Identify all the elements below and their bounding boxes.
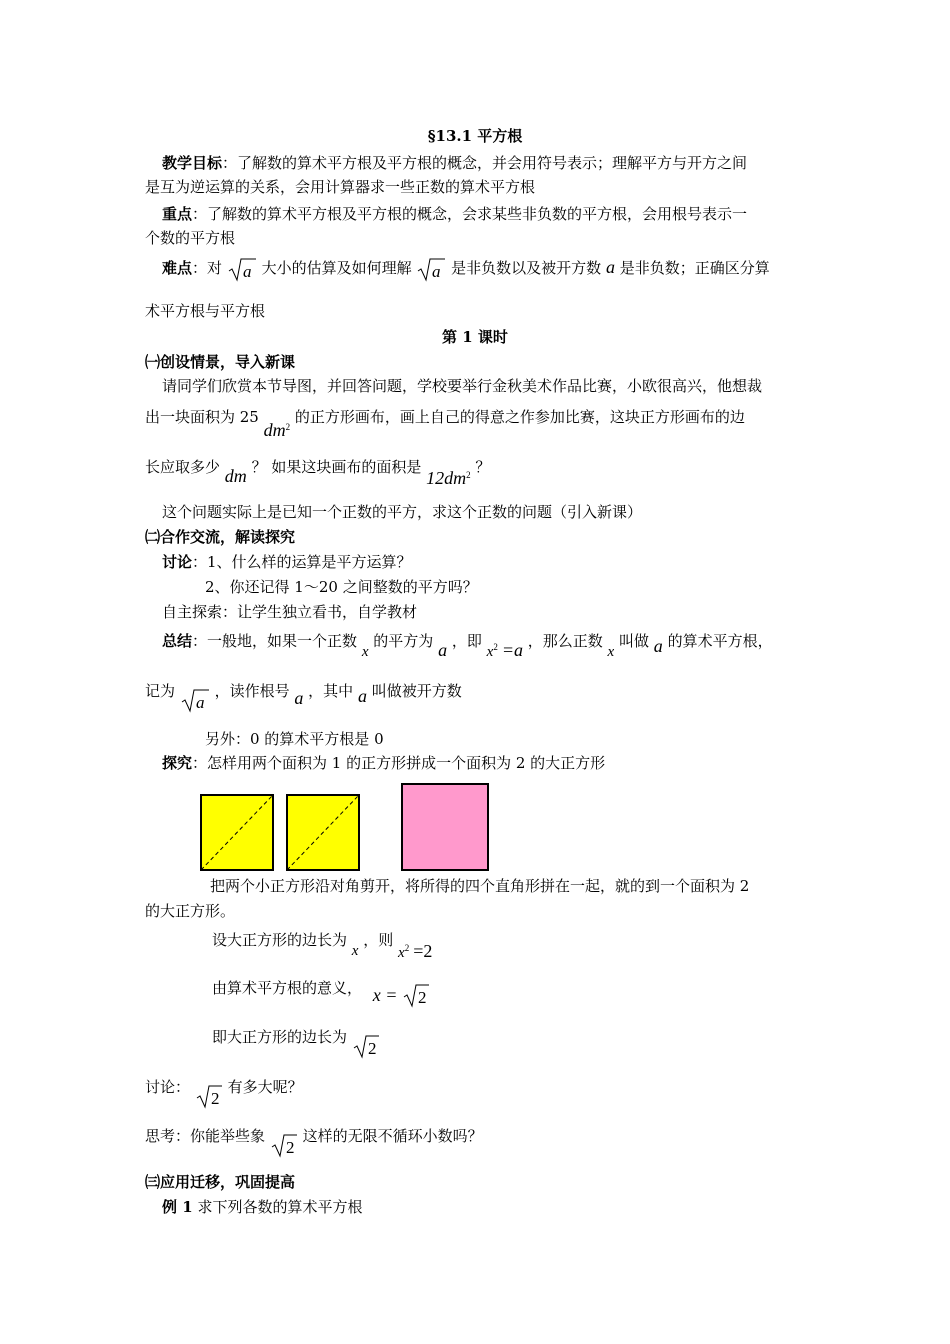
cut-line2: 的大正方形。: [145, 902, 236, 920]
svg-text:2: 2: [210, 1089, 220, 1108]
section1-heading: ㈠创设情景，导入新课: [145, 353, 296, 371]
side-line: 即大正方形的边长为 2: [212, 1025, 380, 1051]
objectives-line2: 是互为逆运算的关系，会用计算器求一些正数的算术平方根: [145, 178, 536, 196]
svg-text:a: a: [242, 262, 252, 281]
svg-text:2: 2: [367, 1039, 377, 1058]
self-explore: 自主探索：让学生独立看书，自学教材: [162, 603, 418, 621]
discuss-line2: 2、你还记得 1～20 之间整数的平方吗？: [205, 578, 478, 596]
svg-text:2: 2: [285, 1138, 295, 1157]
discuss-line1: 讨论：1、什么样的运算是平方运算？: [162, 553, 412, 571]
squares-figure: [198, 780, 492, 876]
objectives-line1: 教学目标：了解数的算术平方根及平方根的概念，并会用符号表示；理解平方与开方之间: [162, 154, 748, 172]
section3-heading: ㈢应用迁移，巩固提高: [145, 1173, 296, 1191]
sqrt-a-radical: [416, 256, 446, 282]
svg-text:a: a: [195, 693, 205, 712]
let-line: 设大正方形的边长为 x ，则 $x^2 =2$: [212, 931, 433, 961]
svg-text:a: a: [432, 262, 441, 281]
explore-line: 探究：怎样用两个面积为 1 的正方形拼成一个面积为 2 的大正方形: [162, 754, 606, 772]
page-title: §13.1 平方根: [427, 127, 523, 145]
sqrt-2-radical: [270, 1132, 298, 1158]
sqrt-2-radical: [402, 982, 430, 1008]
section2-heading: ㈡合作交流，解读探究: [145, 528, 296, 546]
sqrt-a-radical: [180, 687, 210, 713]
section1-line1: 请同学们欣赏本节导图，并回答问题，学校要举行金秋美术作品比赛，小欧很高兴，他想裁: [162, 377, 763, 395]
sqrt-2-radical: [352, 1033, 380, 1059]
extra-line: 另外：0 的算术平方根是 0: [205, 730, 384, 748]
key-points-line2: 个数的平方根: [145, 229, 236, 247]
summary-line: 总结：一般地，如果一个正数 x 的平方为 a ，即 $x^2 =a$ ，那么正数 x 叫做 a 的算术平方根，: [162, 632, 773, 660]
svg-text:2: 2: [418, 988, 427, 1007]
record-line: 记为 a ，读作根号 a ，其中 a 叫做被开方数: [145, 682, 462, 712]
cut-line1: 把两个小正方形沿对角剪开，将所得的四个直角形拼在一起，就的到一个面积为 2: [210, 877, 750, 895]
key-points-line1: 重点：了解数的算术平方根及平方根的概念，会求某些非负数的平方根，会用根号表示一: [162, 205, 748, 223]
discuss2-line: 讨论： 2 有多大呢？: [145, 1078, 303, 1108]
meaning-line: 由算术平方根的意义， x = 2: [212, 976, 430, 1002]
section1-line4: 这个问题实际上是已知一个正数的平方，求这个正数的问题（引入新课）: [162, 503, 643, 521]
sqrt-2-radical: [195, 1083, 223, 1109]
difficulty-line2: 术平方根与平方根: [145, 302, 266, 320]
think-line: 思考：你能举些象 2 这样的无限不循环小数吗？: [145, 1127, 483, 1157]
section1-line2: 出一块面积为 25 $dm^2$ 的正方形画布，画上自己的得意之作参加比赛，这块正方形画布的边: [145, 408, 745, 440]
difficulty-line1: 难点：对 a 大小的估算及如何理解 a 是非负数以及被开方数 a 是非负数；正确区分算: [162, 257, 770, 281]
big-square: [402, 784, 488, 870]
sqrt-a-radical: [227, 256, 257, 282]
lesson-title: 第 1 课时: [442, 328, 508, 346]
section1-line3: 长应取多少 dm ？ 如果这块画布的面积是 $12dm^2$ ？: [145, 458, 491, 488]
example-line: 例 1 求下列各数的算术平方根: [162, 1198, 363, 1216]
